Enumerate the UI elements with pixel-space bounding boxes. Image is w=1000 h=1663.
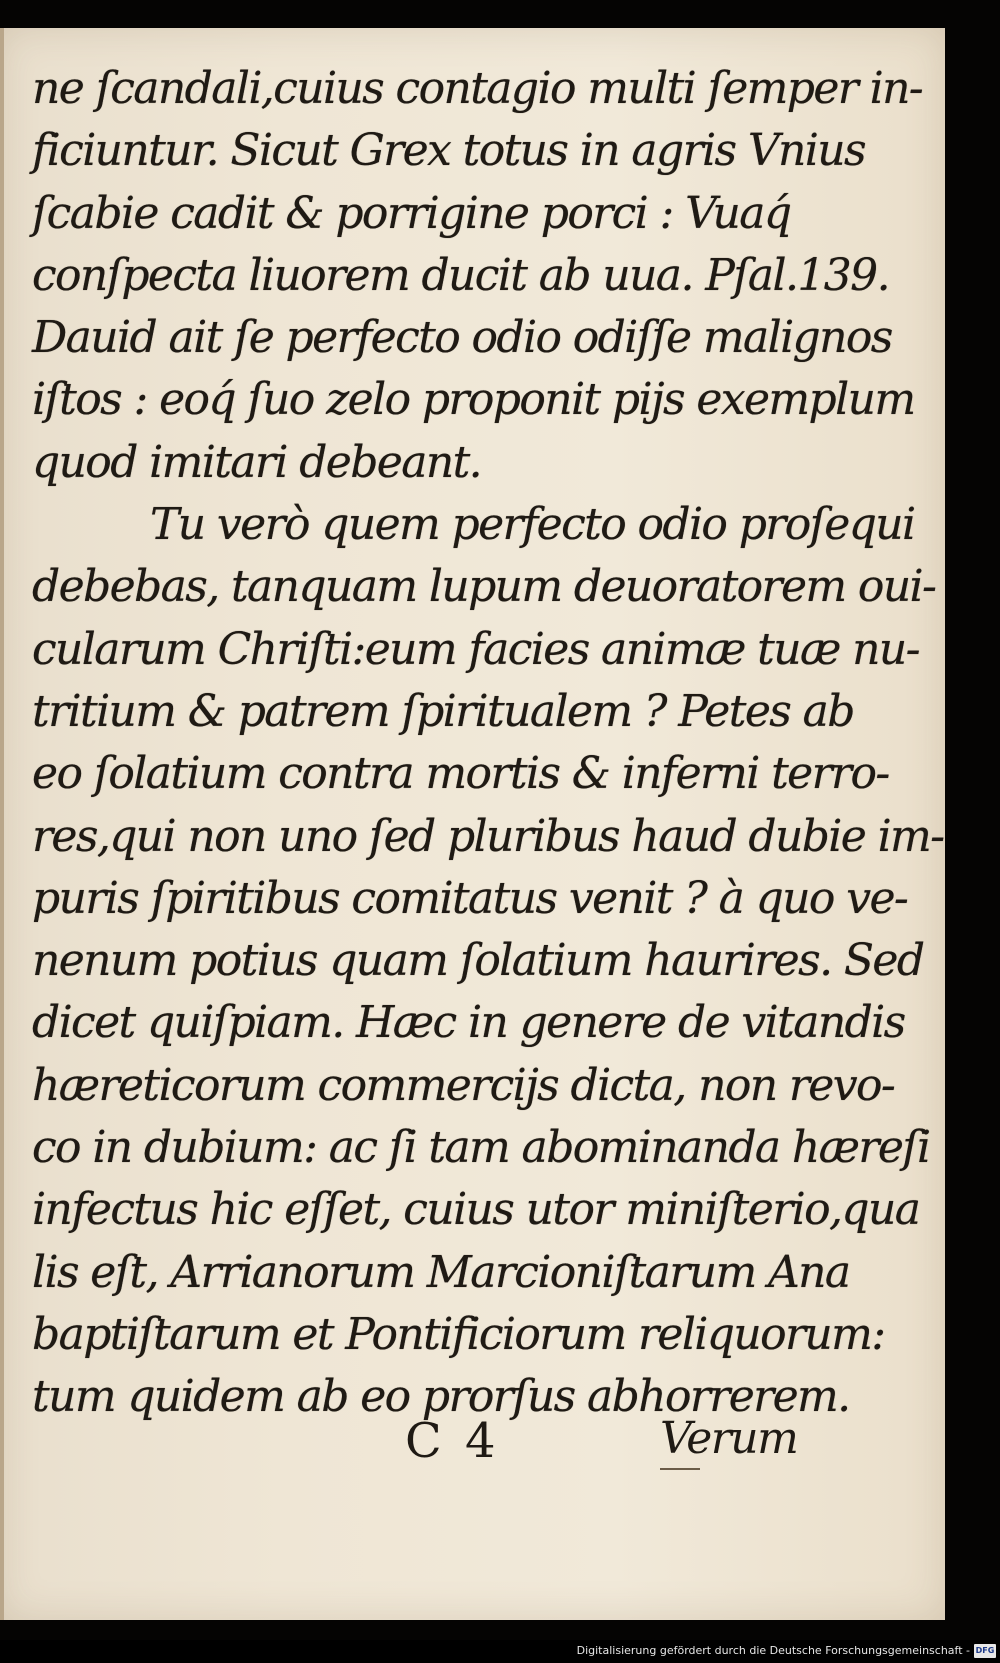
text-line: nenum potius quam ſolatium haurires. Sed	[32, 935, 924, 987]
signature-mark: C 4	[405, 1413, 500, 1469]
text-line: ficiuntur. Sicut Grex totus in agris Vnius	[32, 125, 865, 177]
text-line: hæreticorum commercijs dicta, non revo-	[32, 1059, 895, 1111]
text-line: conſpecta liuorem ducit ab uua. Pſal.139.	[32, 249, 889, 301]
text-line: infectus hic eſſet, cuius utor miniſterio,qua	[32, 1184, 920, 1236]
text-line: tritium & patrem ſpiritualem ? Petes ab	[32, 685, 854, 737]
paragraph-start-line: Tu verò quem perfecto odio proſequi	[150, 499, 915, 551]
text-line: tum quidem ab eo prorſus abhorrerem.	[32, 1371, 850, 1423]
text-block	[32, 58, 944, 1429]
text-line: puris ſpiritibus comitatus venit ? à quo ve-	[32, 872, 908, 924]
text-line: lis eſt, Arrianorum Marcioniſtarum Ana	[32, 1246, 850, 1298]
catchword: Verum	[660, 1413, 798, 1464]
text-line: cularum Chriſti:eum facies animæ tuæ nu-	[32, 623, 919, 675]
text-line: iſtos : eoq́ ſuo zelo proponit pijs exemplum	[32, 374, 915, 426]
text-line: quod imitari debeant.	[32, 436, 482, 488]
text-line: ſcabie cadit & porrigine porci : Vuaq́	[32, 187, 791, 239]
text-line: eo ſolatium contra mortis & inferni terro-	[32, 748, 889, 800]
text-line: co in dubium: ac ſi tam abominanda hæreſi	[32, 1122, 930, 1174]
text-line: Dauid ait ſe perfecto odio odiſſe malignos	[32, 312, 892, 364]
text-line: dicet quiſpiam. Hæc in genere de vitandis	[32, 997, 905, 1049]
text-line: ne ſcandali,cuius contagio multi ſemper in-	[32, 63, 923, 114]
dfg-logo-icon: DFG	[974, 1644, 996, 1658]
digitization-credit: Digitalisierung gefördert durch die Deutsche Forschungsgemeinschaft -	[576, 1644, 970, 1657]
catchword-underline	[660, 1468, 700, 1470]
text-line: baptiſtarum et Pontificiorum reliquorum:	[32, 1308, 885, 1360]
text-line: debebas, tanquam lupum deuoratorem oui-	[32, 561, 936, 613]
page-edge	[0, 28, 4, 1620]
text-line: res,qui non uno ſed pluribus haud dubie im-	[32, 810, 944, 862]
